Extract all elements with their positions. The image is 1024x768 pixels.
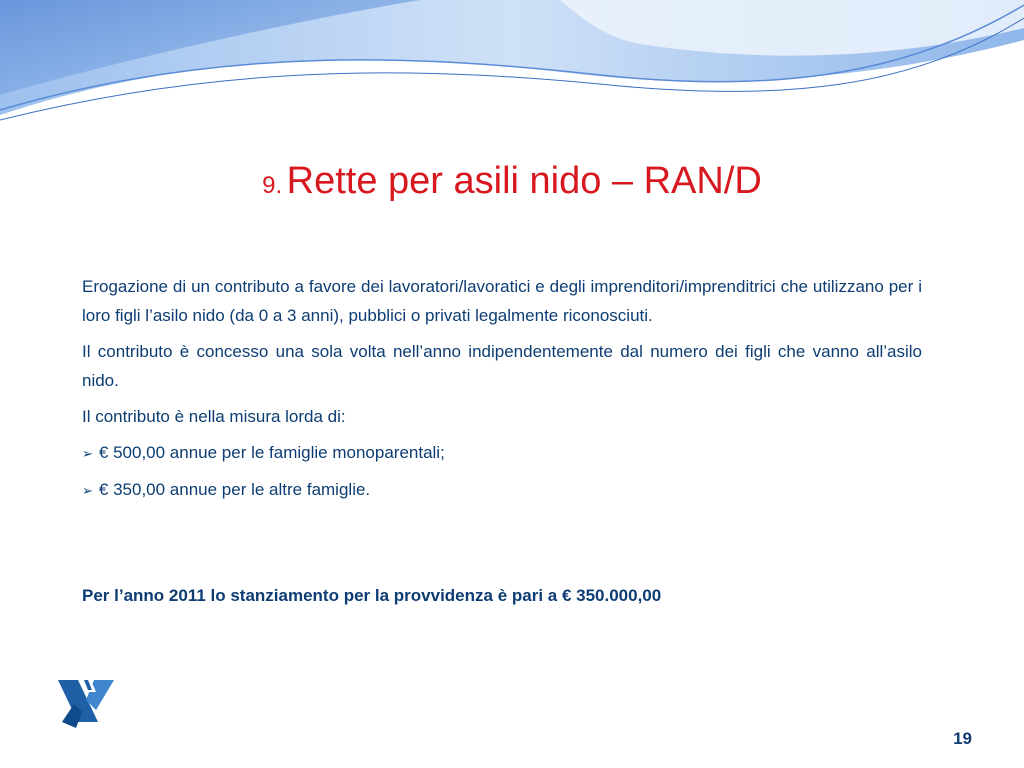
paragraph-description: Erogazione di un contributo a favore dei lavoratori/lavoratici e degli imprenditori/imprenditrici che utilizzano per i loro figli l’asilo nido (da 0 a 3 anni), pubblici o privati legalmente riconosciuti. xyxy=(82,277,922,325)
slide-title xyxy=(0,160,1024,203)
paragraph-once-per-year: Il contributo è concesso una sola volta nell’anno indipendentemente dal numero dei figli che vanno all’asilo nido. xyxy=(82,342,922,390)
funding-highlight: Per l’anno 2011 lo stanziamento per la provvidenza è pari a € 350.000,00 xyxy=(82,586,662,605)
slide-body xyxy=(82,272,922,512)
bullet-item xyxy=(82,438,922,468)
paragraph-gross-amount: Il contributo è nella misura lorda di: xyxy=(82,407,346,426)
title-number: 9. xyxy=(262,172,283,199)
arrow-bullet-icon: ➢ xyxy=(82,446,93,461)
bullet-text: € 350,00 annue per le altre famiglie. xyxy=(98,480,371,499)
header-wave-decoration xyxy=(0,0,1024,130)
bullet-item xyxy=(82,475,922,505)
bullet-text: € 500,00 annue per le famiglie monoparentali; xyxy=(98,443,445,462)
page-number: 19 xyxy=(953,729,972,748)
title-text: Rette per asili nido – RAN/D xyxy=(286,160,762,202)
arrow-bullet-icon: ➢ xyxy=(82,483,93,498)
enasarco-logo-icon xyxy=(56,676,116,732)
